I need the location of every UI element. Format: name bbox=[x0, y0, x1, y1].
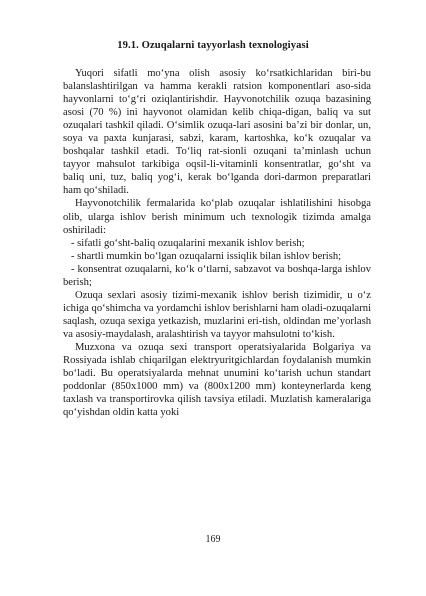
list-item: - shartli mumkin bo‘lgan ozuqalarni issiqlik bilan ishlov berish; bbox=[71, 250, 342, 262]
page-number: 169 bbox=[205, 534, 221, 545]
paragraph: Ozuqa sexlari asosiy tizimi-mexanik ishlov berish tizimidir, u o‘z ichiga qo‘shimcha va yordamchi ishlov berishlarni ham oladi-ozuqalarni saqlash, ozuqa sexiga yetkazish, muzlarini eri-tish, oldindan me’yorlash va asosiy-maydalash, aralashtirish va tayyor mahsulotni to‘kish. bbox=[63, 289, 372, 340]
section-heading: 19.1. Ozuqalarni tayyorlash texnologiyasi bbox=[117, 40, 309, 51]
list-item: - konsentrat ozuqalarni, ko‘k o‘tlarni, sabzavot va boshqa-larga ishlov berish; bbox=[63, 263, 371, 288]
body-text bbox=[63, 67, 371, 419]
list-item: - sifatli go‘sht-baliq ozuqalarini mexanik ishlov berish; bbox=[71, 237, 305, 249]
paragraph: Muzxona va ozuqa sexi transport operatsiyalarida Bolgariya va Rossiyada ishlab chiqarilgan elektryuritgichlardan foydalanish mumkin bo‘ladi. Bu operatsiyalarda mehnat unumini ko‘tarish uchun standart poddonlar (850x1000 mm) va (800x1200 mm) konteynerlarda keng taxlash va transportirovka qilish tavsiya etiladi. Muzlatish kameralariga qo‘yishdan oldin katta yoki bbox=[63, 341, 371, 419]
paragraph: Hayvonotchilik fermalarida ko‘plab ozuqalar ishlatilishini hisobga olib, ularga ishlov berish minimum uch texnologik tizimda amalga oshiriladi: bbox=[63, 198, 371, 236]
paragraph: Yuqori sifatli mo‘yna olish asosiy ko‘rsatkichlaridan biri-bu balanslashtirilgan va hamma kerakli ratsion komponentlari aso-sida hayvonlarni to‘g‘ri oziqlantirishdir. Hayvonotchilik ozuqa bazasining asosi (70 %) ini hayvonot olamidan kelib chiqa-digan, baliq va sut ozuqalari tashkil qiladi. O‘simlik ozuqa-lari asosini ba’zi bir donlar, un, soya va paxta kunjarasi, sabzi, karam, kartoshka, ko‘k ozuqalar va boshqalar tashkil etadi. To‘liq rat-sionli ozuqani ta’minlash uchun tayyor mahsulot tarkibiga oqsil-li-vitaminli konsentratlar, go‘sht va baliq uni, tuz, baliq yog‘i, kerak bo‘lganda dori-darmon preparatlari ham qo‘shiladi. bbox=[63, 68, 371, 197]
